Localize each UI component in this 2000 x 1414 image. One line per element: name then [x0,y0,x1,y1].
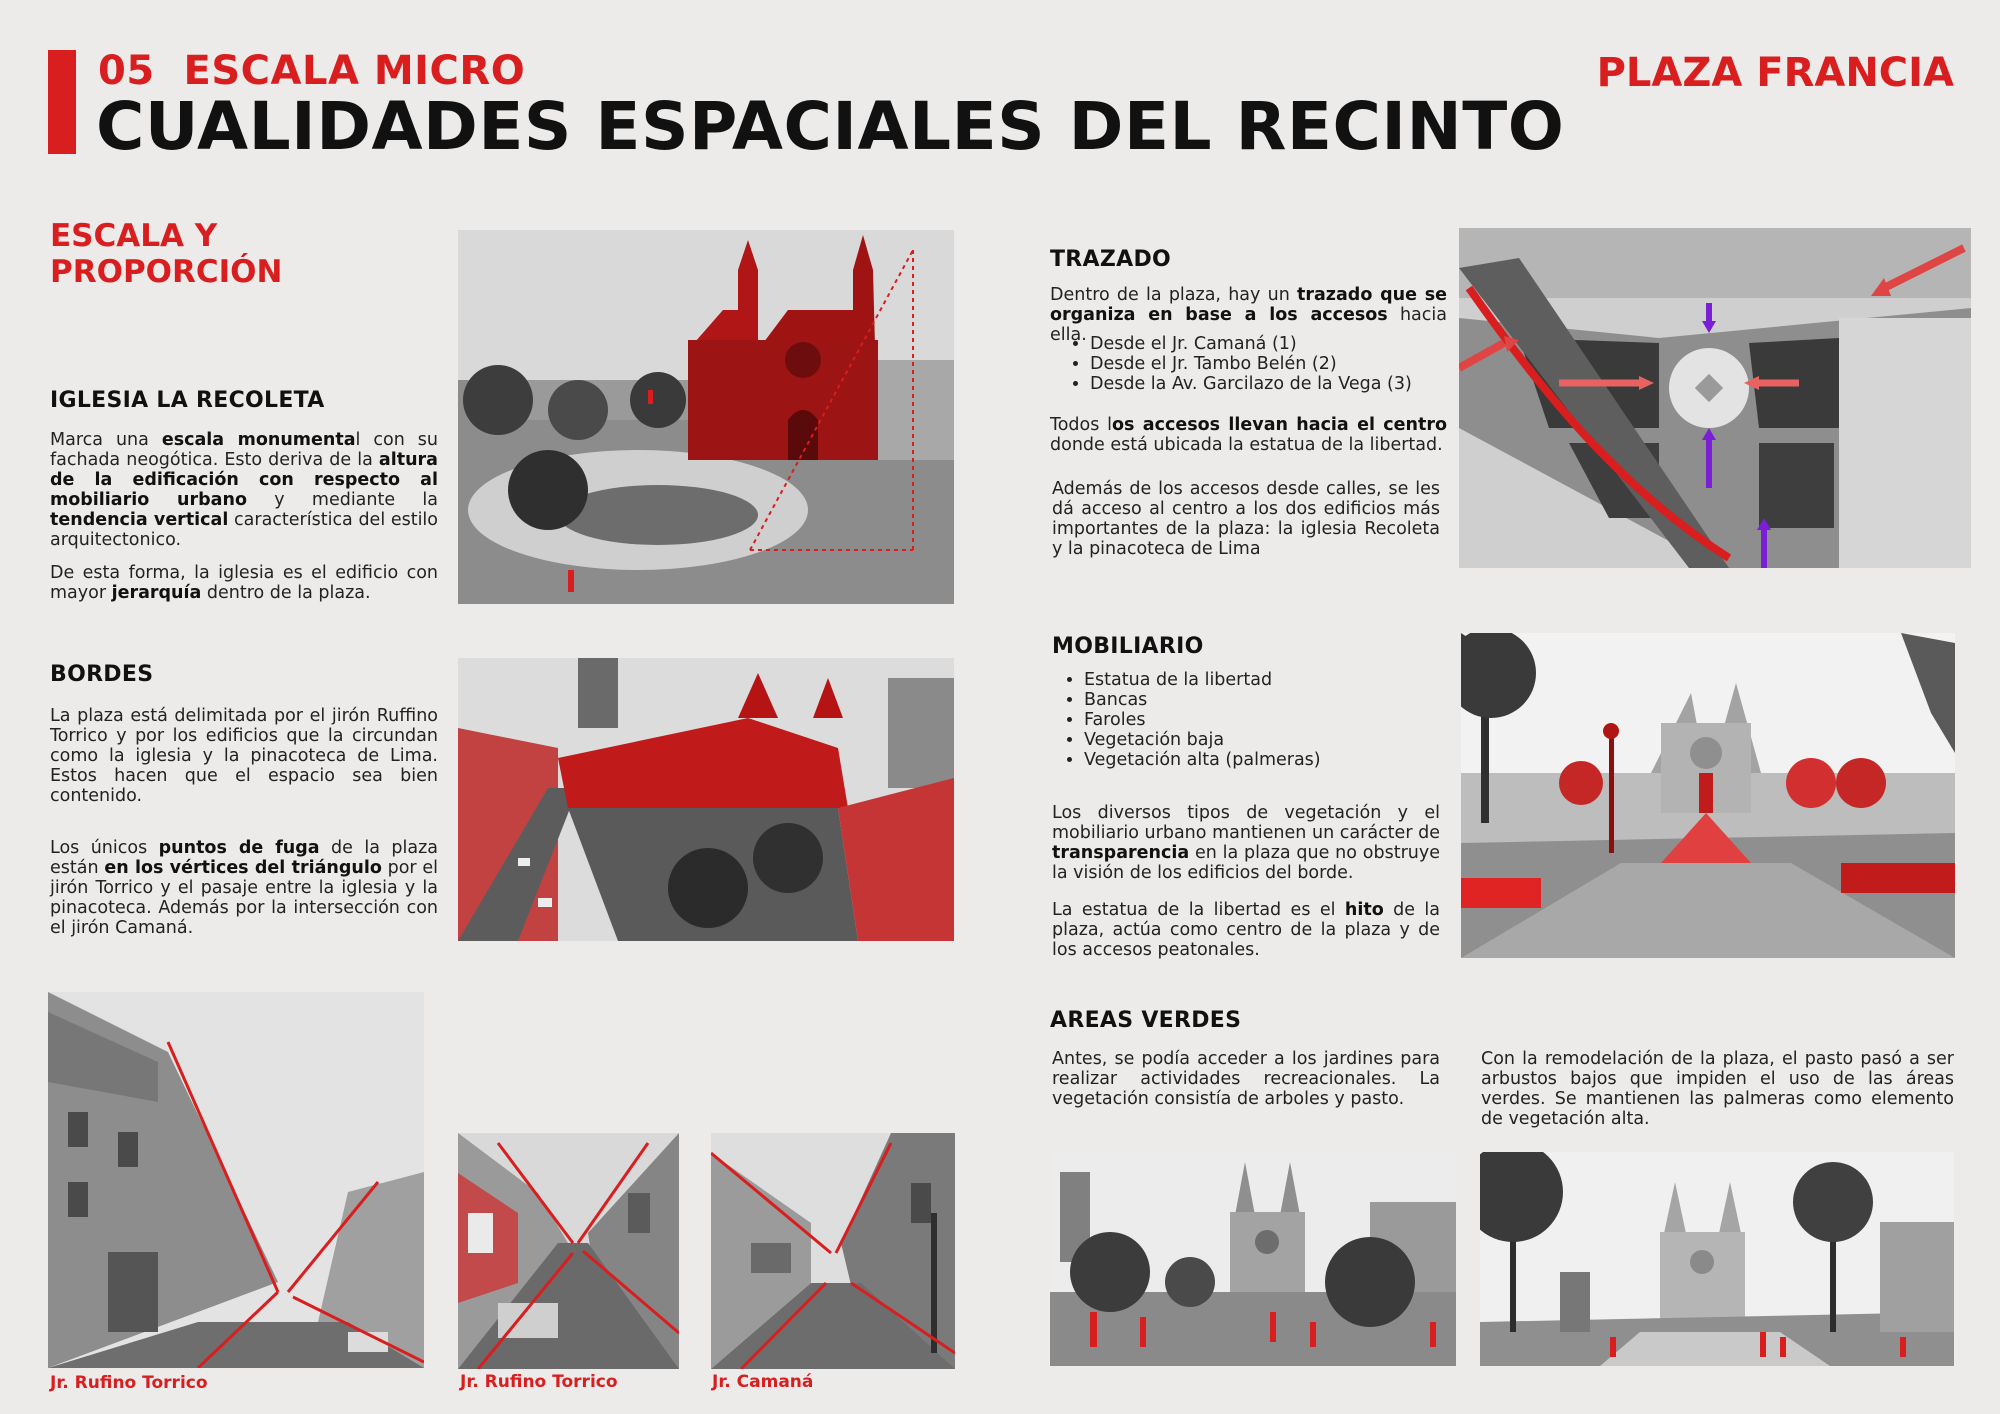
body-text: La estatua de la libertad es el [1052,900,1345,920]
iglesia-paragraph-2 [50,563,438,603]
emphasis-text: tendencia vertical [50,510,229,530]
caption-street-3: Jr. Camaná [712,1372,814,1392]
emphasis-text: en los vértices del triángulo [104,858,382,878]
body-text: en la plaza que no obstruye la visión de los edificios del borde. [1052,843,1440,883]
mobiliario-paragraph-2 [1052,900,1440,960]
body-text: por el jirón Torrico y el pasaje entre la iglesia y la pinacoteca. Además por la intersección con el jirón Camaná. [50,858,439,938]
emphasis-text: hito [1344,900,1384,920]
body-text: De esta forma, la iglesia es el edificio con mayor [50,563,438,603]
bullet-item: • Estatua de la libertad [1084,670,1444,690]
body-text: donde está ubicada la estatua de la libertad. [1050,435,1443,455]
photo-mobiliario [1461,633,1955,958]
body-text: La plaza está delimitada por el jirón Ruffino Torrico y por los edificios que la circundan como la iglesia y la pinacoteca de Lima. Estos hacen que el espacio sea bien contenido. [50,706,438,806]
body-text: l con su fachada neogótica. Esto deriva de la [50,430,438,470]
body-text: Los únicos [50,838,159,858]
bordes-paragraph-1 [50,706,438,806]
body-text: y mediante la [246,490,438,510]
emphasis-text: escala monumenta [161,430,356,450]
body-text: Además de los accesos desde calles, se les dá acceso al centro a los dos edificios más importantes de la plaza: la iglesia Recoleta y la pinacoteca de Lima [1052,479,1440,559]
body-text: Antes, se podía acceder a los jardines para realizar actividades recreacionales. La vegetación consistía de arboles y pasto. [1052,1049,1440,1109]
escala-heading: ESCALA Y PROPORCIÓN [50,218,283,290]
photo-areas-antes [1050,1152,1456,1366]
body-text: dentro de la plaza. [201,583,371,603]
bullet-item: • Vegetación baja [1084,730,1444,750]
body-text: característica del estilo arquitectonico. [50,510,439,550]
body-text: de la plaza, actúa como centro de la plaza y de los accesos peatonales. [1052,900,1440,960]
photo-street-torrico-1 [48,992,424,1368]
areas-title: AREAS VERDES [1050,1008,1242,1033]
emphasis-text: puntos de fuga [158,838,320,858]
section-label: 05 ESCALA MICRO [98,48,526,94]
mobiliario-bullets [1050,670,1444,770]
photo-iglesia-recoleta [458,230,954,604]
photo-bordes-aerial [458,658,954,941]
photo-areas-actual [1480,1152,1954,1366]
emphasis-text: trazado que se organiza en base a los accesos [1050,285,1447,325]
bordes-paragraph-2 [50,838,438,938]
caption-street-2: Jr. Rufino Torrico [460,1372,618,1392]
trazado-paragraph-3 [1052,479,1440,559]
trazado-bullets [1056,334,1490,394]
emphasis-text: transparencia [1052,843,1190,863]
place-name: PLAZA FRANCIA [1596,50,1954,96]
photo-trazado-aerial [1459,228,1971,568]
emphasis-text: altura de la edificación con respecto al mobiliario urbano [50,450,438,510]
body-text: Todos l [1050,415,1113,435]
iglesia-title: IGLESIA LA RECOLETA [50,388,325,413]
areas-paragraph-2 [1481,1049,1954,1129]
body-text: hacia ella. [1050,305,1447,345]
body-text: Los diversos tipos de vegetación y el mobiliario urbano mantienen un carácter de [1052,803,1440,843]
body-text: Dentro de la plaza, hay un [1050,285,1297,305]
caption-street-1: Jr. Rufino Torrico [50,1373,208,1393]
bullet-item: • Bancas [1084,690,1444,710]
bullet-item: • Desde la Av. Garcilazo de la Vega (3) [1090,374,1490,394]
body-text: Marca una [50,430,162,450]
photo-street-torrico-2 [458,1133,679,1369]
bullet-item: • Vegetación alta (palmeras) [1084,750,1444,770]
bordes-title: BORDES [50,662,154,687]
photo-street-camana [711,1133,955,1369]
bullet-item: • Faroles [1084,710,1444,730]
mobiliario-paragraph-1 [1052,803,1440,883]
mobiliario-title: MOBILIARIO [1052,634,1204,659]
areas-paragraph-1 [1052,1049,1440,1109]
body-text: Con la remodelación de la plaza, el pasto pasó a ser arbustos bajos que impiden el uso de las áreas verdes. Se mantienen las palmeras como elemento de vegetación alta. [1481,1049,1954,1129]
emphasis-text: os accesos llevan hacia el centro [1112,415,1448,435]
page-title: CUALIDADES ESPACIALES DEL RECINTO [96,88,1565,165]
header-accent-bar [48,50,76,154]
emphasis-text: jerarquía [111,583,202,603]
trazado-title: TRAZADO [1050,247,1172,272]
bullet-item: • Desde el Jr. Camaná (1) [1090,334,1490,354]
body-text: de la plaza están [50,838,438,878]
iglesia-paragraph-1 [50,430,438,550]
trazado-paragraph-2 [1050,415,1447,455]
bullet-item: • Desde el Jr. Tambo Belén (2) [1090,354,1490,374]
